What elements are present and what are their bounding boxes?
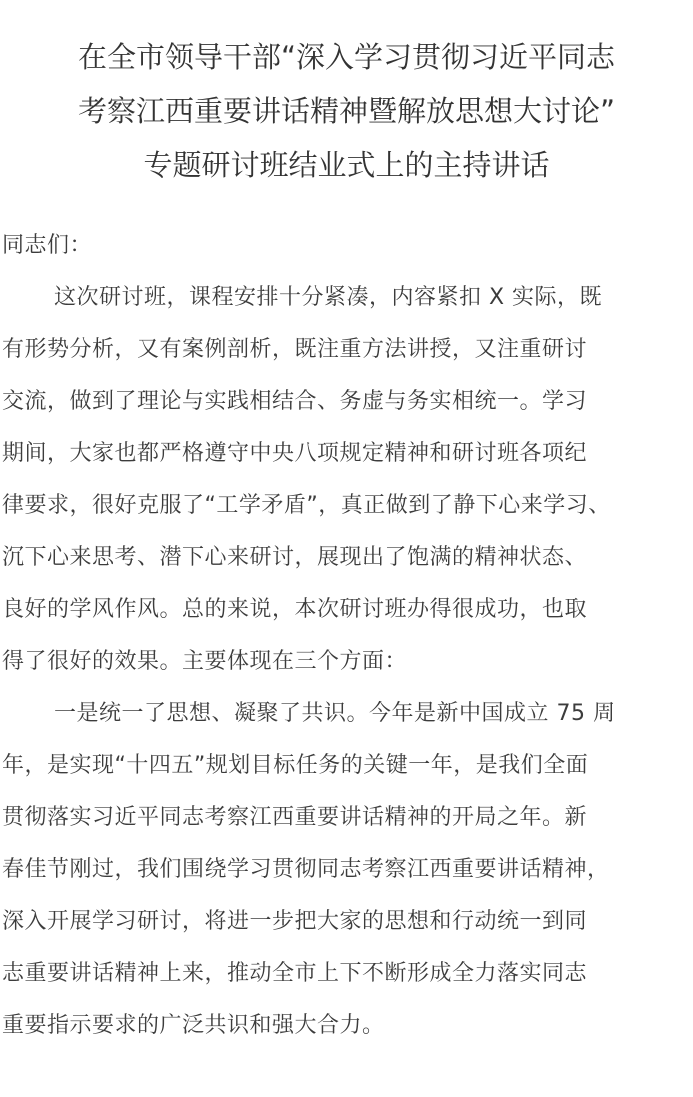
paragraph-line: 年，是实现“十四五”规划目标任务的关键一年，是我们全面 [2,753,589,778]
paragraph-line: 一是统一了思想、凝聚了共识。今年是新中国成立 75 周 [54,701,616,726]
document-title [0,0,693,192]
paragraph-line: 这次研讨班，课程安排十分紧凑，内容紧扣 X 实际，既 [54,285,603,310]
paragraph-line: 重要指示要求的广泛共识和强大合力。 [2,1013,385,1038]
paragraph-line: 深入开展学习研讨，将进一步把大家的思想和行动统一到同 [2,909,588,934]
paragraph-line: 得了很好的效果。主要体现在三个方面： [2,649,408,674]
paragraph-line: 有形势分析，又有案例剖析，既注重方法讲授，又注重研讨 [2,337,588,362]
title-line: 考察江西重要讲话精神暨解放思想大讨论” [77,94,616,128]
paragraph-line: 贯彻落实习近平同志考察江西重要讲话精神的开局之年。新 [2,805,588,830]
paragraph-line: 沉下心来思考、潜下心来研讨，展现出了饱满的精神状态、 [2,545,588,570]
paragraph-1 [2,272,693,688]
paragraph-line: 春佳节刚过，我们围绕学习贯彻同志考察江西重要讲话精神， [2,857,610,882]
paragraph-line: 交流，做到了理论与实践相结合、务虚与务实相统一。学习 [2,389,588,414]
title-line: 专题研讨班结业式上的主持讲话 [143,148,550,182]
salutation-text: 同志们： [2,233,93,258]
salutation [2,220,693,272]
paragraph-line: 期间，大家也都严格遵守中央八项规定精神和研讨班各项纪 [2,441,588,466]
document-body [0,220,693,1052]
paragraph-line: 志重要讲话精神上来，推动全市上下不断形成全力落实同志 [2,961,588,986]
paragraph-line: 律要求，很好克服了“工学矛盾”，真正做到了静下心来学习、 [2,493,611,518]
paragraph-2 [2,688,693,1052]
title-line: 在全市领导干部“深入学习贯彻习近平同志 [77,40,616,74]
paragraph-line: 良好的学风作风。总的来说，本次研讨班办得很成功，也取 [2,597,588,622]
